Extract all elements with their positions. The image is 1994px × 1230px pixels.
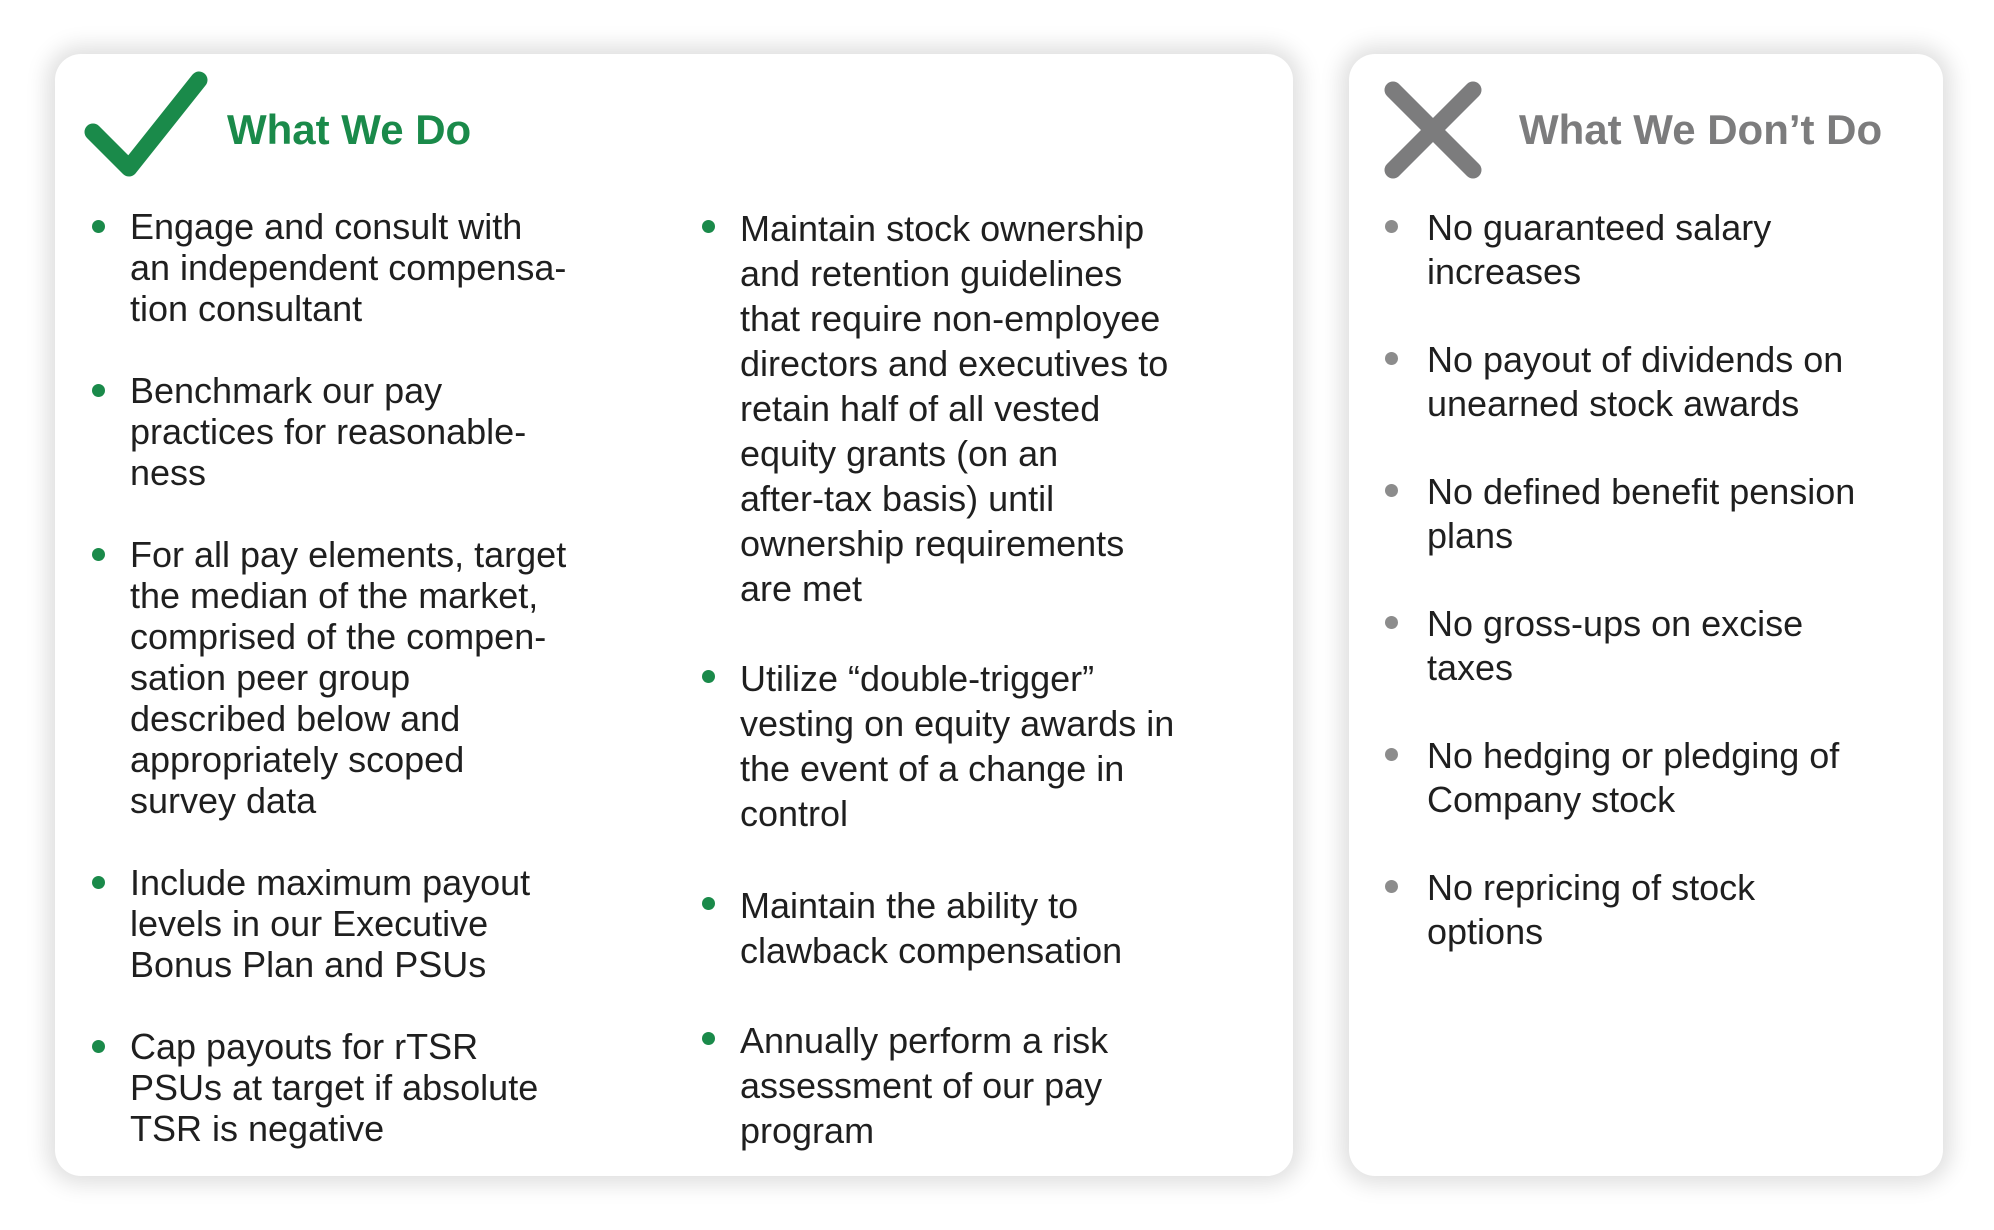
what-we-do-panel [55,54,1293,1176]
list-item: Engage and consult with an independent compensa- tion consultant [92,206,612,329]
list-item: Annually perform a risk assessment of our pay program [702,1018,1262,1153]
bullet-icon [702,670,715,683]
bullet-icon [1385,616,1398,629]
bullet-icon [92,1040,105,1053]
x-mark-icon [1383,80,1483,180]
what-we-dont-do-list [1385,206,1925,998]
bullet-icon [1385,748,1398,761]
bullet-icon [1385,880,1398,893]
list-item: Maintain stock ownership and retention guidelines that require non-employee directors and executives to retain half of all vested equity grants (on an after-tax basis) until ownership requirements are met [702,206,1262,611]
list-item: For all pay elements, target the median of the market, comprised of the compen- sation peer group described below and appropriately scoped survey data [92,534,612,821]
what-we-dont-do-panel [1349,54,1943,1176]
what-we-dont-do-title: What We Don’t Do [1519,106,1883,153]
list-item: No gross-ups on excise taxes [1385,602,1925,690]
list-item: No guaranteed salary increases [1385,206,1925,294]
list-item: Cap payouts for rTSR PSUs at target if absolute TSR is negative [92,1026,612,1149]
bullet-icon [92,876,105,889]
what-we-do-list-right [702,206,1262,1198]
bullet-icon [92,384,105,397]
list-item: Benchmark our pay practices for reasonable- ness [92,370,612,493]
list-item: Maintain the ability to clawback compensation [702,883,1262,973]
list-item: No defined benefit pension plans [1385,470,1925,558]
bullet-icon [92,220,105,233]
bullet-icon [702,220,715,233]
bullet-icon [1385,220,1398,233]
bullet-icon [702,1032,715,1045]
checkmark-icon [81,68,209,186]
bullet-icon [702,897,715,910]
what-we-do-list-left [92,206,612,1190]
list-item: Include maximum payout levels in our Executive Bonus Plan and PSUs [92,862,612,985]
bullet-icon [1385,352,1398,365]
what-we-do-title: What We Do [227,106,472,153]
bullet-icon [1385,484,1398,497]
list-item: No hedging or pledging of Company stock [1385,734,1925,822]
list-item: Utilize “double-trigger” vesting on equity awards in the event of a change in control [702,656,1262,836]
list-item: No payout of dividends on unearned stock awards [1385,338,1925,426]
bullet-icon [92,548,105,561]
list-item: No repricing of stock options [1385,866,1925,954]
